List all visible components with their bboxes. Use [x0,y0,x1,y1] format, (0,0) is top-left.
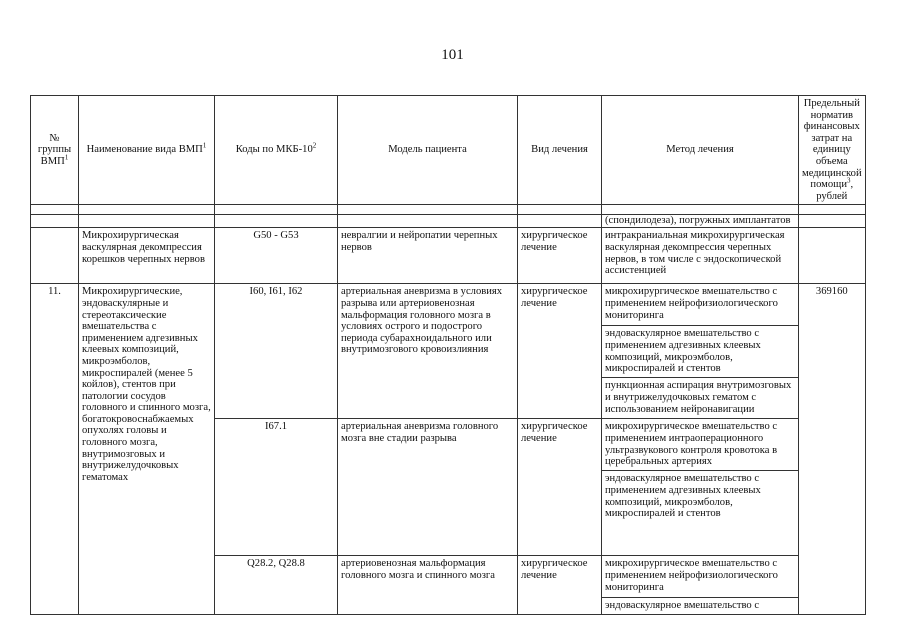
icd-code-cell: I67.1 [215,419,338,556]
table-row [31,215,866,228]
table-row [31,228,866,284]
table-row [31,205,866,215]
treatment-type-cell: хирургическое лечение [518,556,602,615]
method-cell: (спондилодеза), погружных имплантатов [602,215,799,228]
header-treatment-method: Метод лечения [602,96,799,205]
patient-model-cell: артериальная аневризма головного мозга вне стадии разрыва [338,419,518,556]
header-cost-norm: Предельный норматив финансовых затрат на единицу объема медицинской помощи$^3$, рублей [799,96,866,205]
header-patient-model: Модель пациента [338,96,518,205]
vmp-name-cell: Микрохирургические, эндоваскулярные и стереотаксические вмешательства с применением адгезивных клеевых композиций, микроэмболов, микроспиралей (менее 5 койлов), стентов при патологии сосудов головного и спинного мозга, богатокровоснабжаемых опухолях головы и головного мозга, внутримозговых и внутрижелудочковых гематомах [79,284,215,615]
page-number: 101 [441,47,464,63]
icd-code-cell: Q28.2, Q28.8 [215,556,338,615]
patient-model-cell: артериальная аневризма в условиях разрыва или артериовенозная мальформация головного мозга в условиях острого и подострого периода субарахноидального или внутримозгового кровоизлияния [338,284,518,419]
vmp-name-cell: Микрохирургическая васкулярная декомпрессия корешков черепных нервов [79,228,215,284]
method-cell: микрохирургическое вмешательство с применением нейрофизиологического мониторинга [602,556,799,598]
patient-model-cell: артериовенозная мальформация головного мозга и спинного мозга [338,556,518,615]
header-group-number: № группы ВМП$^1$ [31,96,79,205]
table-row [31,284,866,326]
header-icd-codes: Коды по МКБ-$10^2$ [215,96,338,205]
patient-model-cell: невралгии и нейропатии черепных нервов [338,228,518,284]
method-cell: эндоваскулярное вмешательство с применением адгезивных клеевых композиций, микроэмболов, микроспиралей и стентов [602,471,799,556]
method-cell: эндоваскулярное вмешательство с применением адгезивных клеевых композиций, микроэмболов, микроспиралей и стентов [602,326,799,378]
treatment-type-cell: хирургическое лечение [518,284,602,419]
header-vmp-name: Наименование вида ВМП$^1$ [79,96,215,205]
method-cell: микрохирургическое вмешательство с применением интраоперационного ультразвукового контроля кровотока в церебральных артериях [602,419,799,471]
method-cell: интракраниальная микрохирургическая васкулярная декомпрессия черепных нервов, в том числе с эндоскопической ассистенцией [602,228,799,284]
group-number-cell: 11. [31,284,79,615]
table-header-row [31,96,866,205]
cost-cell: 369160 [799,284,866,615]
method-cell: микрохирургическое вмешательство с применением нейрофизиологического мониторинга [602,284,799,326]
method-cell: эндоваскулярное вмешательство с [602,598,799,615]
treatment-type-cell: хирургическое лечение [518,228,602,284]
icd-code-cell: I60, I61, I62 [215,284,338,419]
icd-code-cell: G50 - G53 [215,228,338,284]
header-treatment-type: Вид лечения [518,96,602,205]
treatment-type-cell: хирургическое лечение [518,419,602,556]
method-cell: пункционная аспирация внутримозговых и внутрижелудочковых гематом с использованием нейронавигации [602,378,799,419]
vmp-table [30,95,866,615]
